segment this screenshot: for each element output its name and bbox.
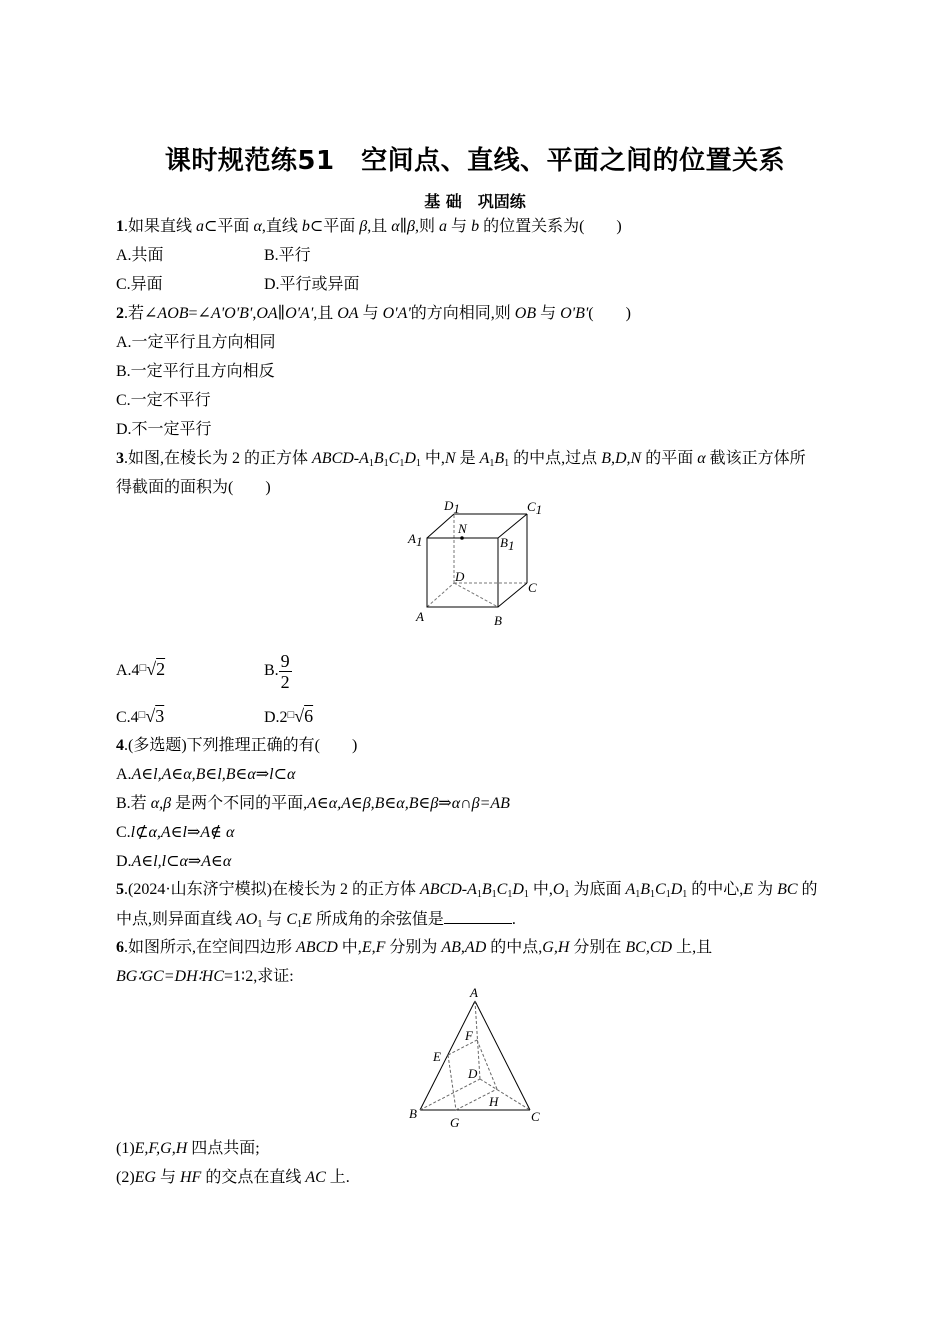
q4-option-c[interactable]: C.l⊄α,A∈l⇒A∉ α	[116, 824, 235, 841]
label-a1: A1	[408, 531, 423, 549]
q2-option-d[interactable]: D.不一定平行	[116, 421, 212, 438]
edge-ad	[427, 583, 454, 607]
page-title: 课时规范练51 空间点、直线、平面之间的位置关系	[164, 146, 786, 176]
tetrahedron-figure	[400, 983, 560, 1131]
q1-option-a[interactable]: A.共面	[116, 247, 164, 264]
q4-option-b[interactable]: B.若 α,β 是两个不同的平面,A∈α,A∈β,B∈α,B∈β⇒α∩β=AB	[116, 795, 510, 812]
segment-fh	[477, 1040, 497, 1089]
label-a: A	[470, 985, 478, 1000]
fraction: $\frac{9}{2}$	[280, 651, 290, 692]
label-d1: D1	[444, 498, 460, 516]
question-6-stem: 6.如图所示,在空间四边形 ABCD 中,E,F 分别为 AB,AD 的中点,G,H 分别在 BC,CD 上,且	[116, 939, 713, 956]
section-heading: 基 础 巩固练	[424, 192, 526, 211]
q3-option-b[interactable]: B. $\frac{9}{2}$	[264, 651, 290, 692]
question-5-stem-line2: 中点,则异面直线 $AO_1$ 与 $C_1E$ 所成角的余弦值是 .	[116, 911, 516, 930]
label-c1: C1	[527, 499, 543, 517]
label-d: D	[455, 569, 465, 584]
edge-ab	[420, 1001, 475, 1110]
label-b: B	[494, 613, 502, 628]
question-6-stem-line2: BG∶GC=DH∶HC=1∶2,求证:	[116, 968, 294, 985]
label-f: F	[465, 1028, 473, 1043]
q2-option-c[interactable]: C.一定不平行	[116, 392, 211, 409]
question-4-stem: 4.(多选题)下列推理正确的有( )	[116, 737, 358, 754]
cube-figure	[400, 495, 560, 630]
edge-bc	[498, 583, 527, 607]
label-c: C	[528, 580, 537, 595]
q1-option-d[interactable]: D.平行或异面	[264, 276, 360, 293]
label-b: B	[409, 1106, 417, 1121]
label-a: A	[416, 609, 424, 624]
edge-bd	[420, 1079, 480, 1110]
q4-option-d[interactable]: D.A∈l,l⊂α⇒A∈α	[116, 853, 232, 870]
question-2-stem: 2.若∠AOB=∠A'O'B',OA∥O'A',且 OA 与 O'A'的方向相同,则 OB 与 O'B'( )	[116, 305, 631, 322]
q1-option-b[interactable]: B.平行	[264, 247, 311, 264]
question-5-stem: 5.(2024·山东济宁模拟)在棱长为 2 的正方体 ABCD-$A_1B_1C_1D_1$ 中$,O_1$ 为底面 $A_1B_1C_1D_1$ 的中心,E 为 BC 的	[116, 881, 818, 900]
q3-option-a[interactable]: A.4□√2	[116, 659, 166, 679]
edge-a1d1	[427, 514, 454, 538]
q3-option-c[interactable]: C.4□√3	[116, 706, 165, 726]
q2-option-a[interactable]: A.一定平行且方向相同	[116, 334, 276, 351]
q6-part-2: (2)EG 与 HF 的交点在直线 AC 上.	[116, 1169, 350, 1186]
label-n: N	[458, 521, 467, 536]
q6-part-1: (1)E,F,G,H 四点共面;	[116, 1140, 260, 1157]
label-h: H	[489, 1094, 499, 1109]
q4-option-a[interactable]: A.A∈l,A∈α,B∈l,B∈α⇒l⊂α	[116, 766, 296, 783]
edge-db	[454, 583, 498, 607]
question-1-stem: 1.如果直线 a⊂平面 α,直线 b⊂平面 β,且 α∥β,则 a 与 b 的位置关系为( )	[116, 218, 622, 235]
q3-option-d[interactable]: D.2□√6	[264, 706, 314, 726]
label-d: D	[468, 1066, 478, 1081]
q1-option-c[interactable]: C.异面	[116, 276, 163, 293]
label-b1: B1	[500, 535, 515, 553]
label-e: E	[433, 1049, 441, 1064]
answer-blank[interactable]	[444, 909, 512, 924]
label-c: C	[531, 1109, 540, 1124]
question-3-stem: 3.如图,在棱长为 2 的正方体 ABCD-$A_1B_1C_1D_1$ 中,N 是 $A_1B_1$ 的中点,过点 B,D,N 的平面 α 截该正方体所	[116, 450, 806, 469]
label-g: G	[450, 1115, 460, 1130]
q2-option-b[interactable]: B.一定平行且方向相反	[116, 363, 275, 380]
segment-eg	[448, 1055, 456, 1110]
point-n	[460, 536, 464, 540]
question-3-stem-line2: 得截面的面积为( )	[116, 479, 271, 496]
